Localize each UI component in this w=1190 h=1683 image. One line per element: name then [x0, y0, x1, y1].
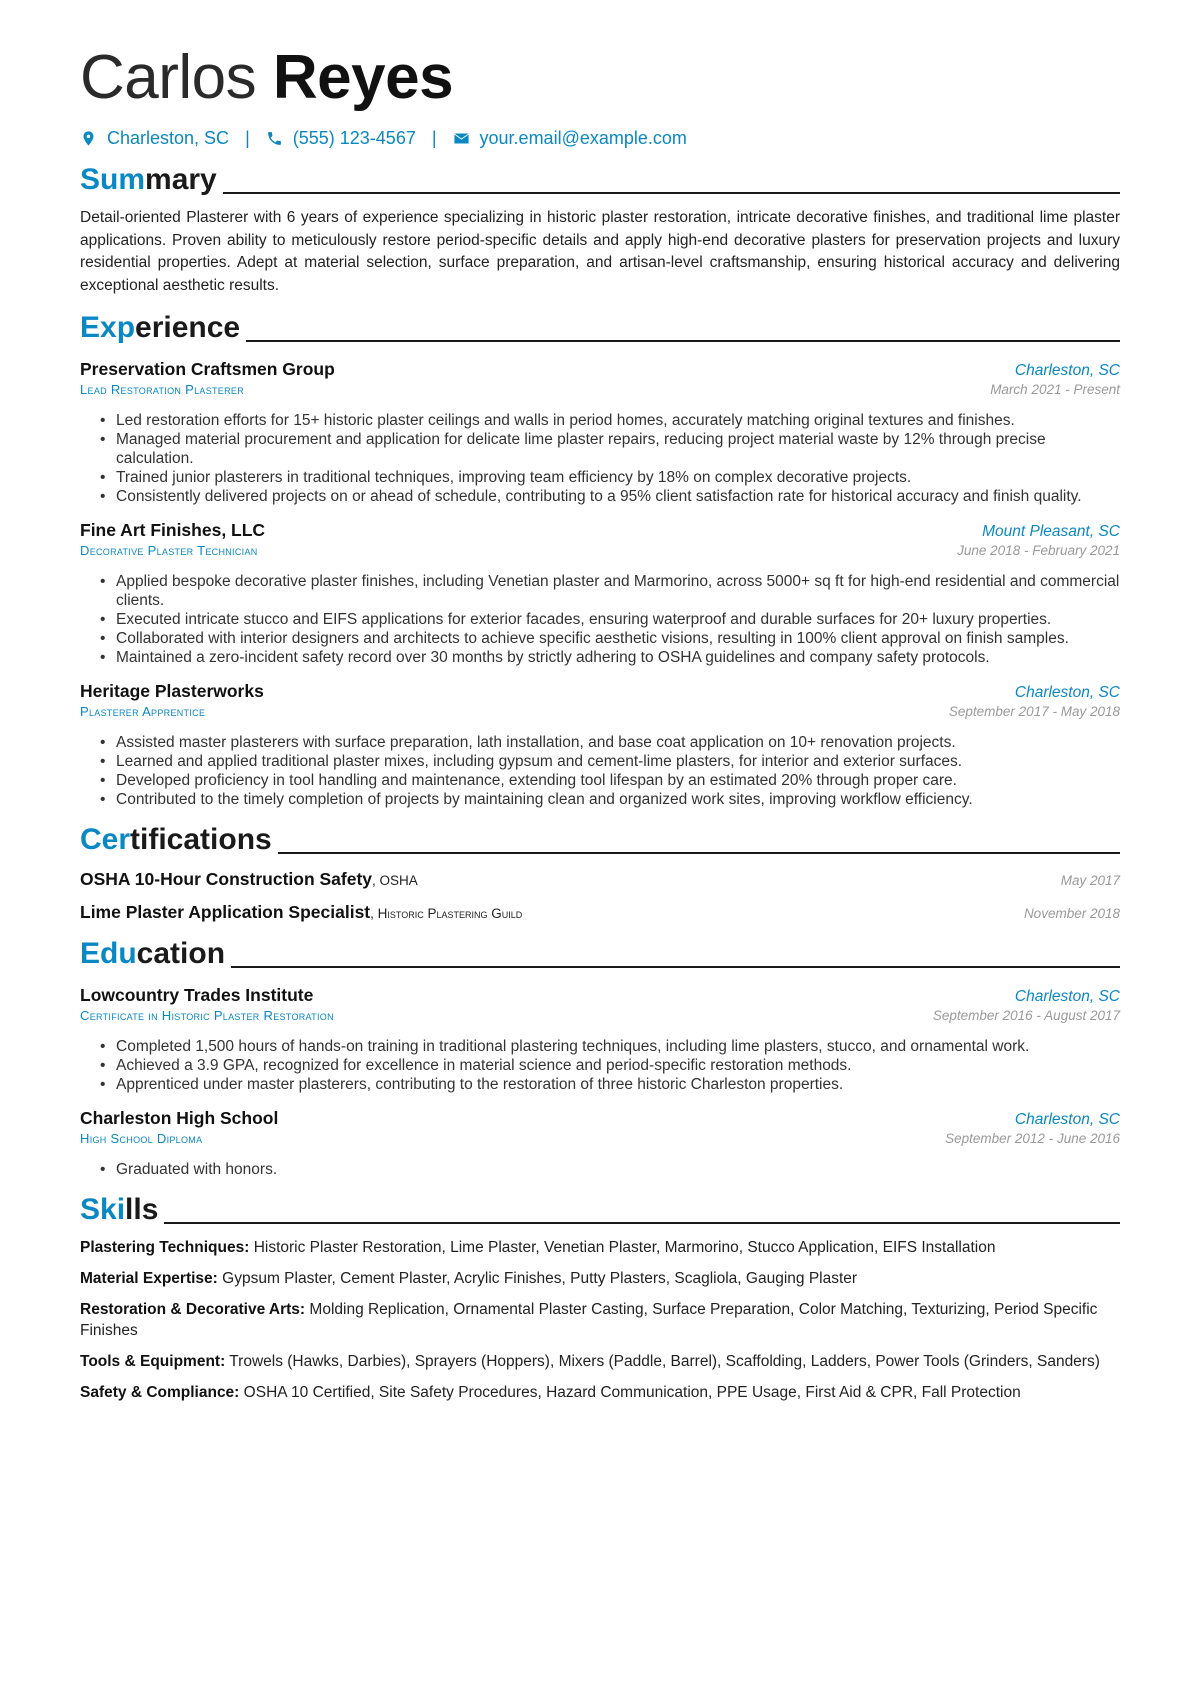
- location-text: Charleston, SC: [107, 128, 230, 148]
- skill-list: Molding Replication, Ornamental Plaster Casting, Surface Preparation, Color Matching, Texturizing, Period Specific Finishes: [80, 1301, 1098, 1339]
- education-entry: [80, 985, 1120, 1094]
- school-location: Charleston, SC: [1014, 988, 1120, 1005]
- certification-date: November 2018: [1023, 906, 1120, 921]
- degree-title: Certificate in Historic Plaster Restoration: [80, 1008, 334, 1023]
- last-name: Reyes: [272, 43, 454, 112]
- section-rule: [278, 852, 1120, 854]
- list-item: • Assisted master plasterers with surface preparation, lath installation, and base coat application on 10+ renovation projects.: [116, 733, 1120, 752]
- list-item: • Maintained a zero-incident safety record over 30 months by strictly adhering to OSHA guidelines and company safety protocols.: [116, 648, 1120, 667]
- employer-name: Heritage Plasterworks: [80, 681, 264, 701]
- employer-name: Fine Art Finishes, LLC: [80, 520, 266, 540]
- skill-list: Historic Plaster Restoration, Lime Plaster, Venetian Plaster, Marmorino, Stucco Application, EIFS Installation: [253, 1239, 996, 1256]
- job-dates: June 2018 - February 2021: [957, 543, 1120, 558]
- education-bullets: [80, 1037, 1120, 1094]
- job-bullets: [80, 411, 1120, 506]
- school-name: Lowcountry Trades Institute: [80, 985, 314, 1005]
- section-rule: [164, 1222, 1120, 1224]
- experience-entry: [80, 359, 1120, 506]
- section-title: Skills: [80, 1193, 159, 1226]
- certifications-section-header: [80, 823, 1120, 857]
- list-item: • Completed 1,500 hours of hands-on training in traditional plastering techniques, including lime plasters, stucco, and ornamental work.: [116, 1037, 1120, 1056]
- skill-category: Restoration & Decorative Arts:: [80, 1301, 306, 1318]
- certification-date: May 2017: [1060, 873, 1120, 888]
- education-entry: [80, 1108, 1120, 1179]
- section-rule: [246, 340, 1120, 342]
- skill-row: [80, 1268, 1120, 1289]
- list-item: • Consistently delivered projects on or ahead of schedule, contributing to a 95% client satisfaction rate for historical accuracy and finish quality.: [116, 487, 1120, 506]
- section-rule: [231, 966, 1120, 968]
- skill-category: Tools & Equipment:: [80, 1353, 226, 1370]
- list-item: • Applied bespoke decorative plaster finishes, including Venetian plaster and Marmorino, across 5000+ sq ft for high-end residential and commercial clients.: [116, 572, 1120, 610]
- contact-line: [80, 128, 1120, 149]
- job-dates: March 2021 - Present: [990, 382, 1120, 397]
- map-pin-icon: [80, 130, 97, 147]
- first-name: Carlos: [80, 43, 257, 112]
- contact-phone[interactable]: [266, 128, 416, 149]
- school-dates: September 2012 - June 2016: [945, 1131, 1120, 1146]
- list-item: • Learned and applied traditional plaster mixes, including gypsum and cement-lime plasters, for interior and exterior surfaces.: [116, 752, 1120, 771]
- job-title: Decorative Plaster Technician: [80, 543, 258, 558]
- email-text: your.email@example.com: [479, 128, 687, 148]
- employer-name: Preservation Craftsmen Group: [80, 359, 335, 379]
- candidate-name: [80, 40, 1120, 116]
- skill-row: [80, 1299, 1120, 1341]
- section-title: Experience: [80, 311, 241, 344]
- education-section-header: [80, 937, 1120, 971]
- contact-separator: |: [245, 128, 250, 148]
- skill-category: Material Expertise:: [80, 1270, 218, 1287]
- job-location: Charleston, SC: [1014, 362, 1120, 379]
- list-item: • Executed intricate stucco and EIFS applications for exterior facades, ensuring waterproof and durable surfaces for 20+ luxury properties.: [116, 610, 1120, 629]
- contact-email[interactable]: [453, 128, 687, 149]
- contact-separator: |: [431, 128, 437, 148]
- list-item: • Graduated with honors.: [116, 1160, 1120, 1179]
- contact-location: [80, 128, 229, 149]
- experience-section-header: [80, 311, 1120, 345]
- certification-item: Lime Plaster Application Specialist, Historic Plastering Guild November 2018: [80, 902, 1120, 922]
- job-location: Charleston, SC: [1014, 684, 1120, 701]
- list-item: • Apprenticed under master plasterers, contributing to the restoration of three historic Charleston properties.: [116, 1075, 1120, 1094]
- list-item: • Collaborated with interior designers and architects to achieve specific aesthetic visions, resulting in 100% client approval on finish samples.: [116, 629, 1120, 648]
- skill-list: Trowels (Hawks, Darbies), Sprayers (Hoppers), Mixers (Paddle, Barrel), Scaffolding, Ladders, Power Tools (Grinders, Sanders): [229, 1353, 1100, 1370]
- certification-issuer: OSHA: [379, 873, 418, 888]
- job-title: Lead Restoration Plasterer: [80, 382, 245, 397]
- experience-entry: [80, 681, 1120, 809]
- certification-name: Lime Plaster Application Specialist: [80, 902, 371, 922]
- experience-entry: [80, 520, 1120, 667]
- job-bullets: [80, 733, 1120, 809]
- school-name: Charleston High School: [80, 1108, 279, 1128]
- skill-row: [80, 1382, 1120, 1403]
- certification-issuer: Historic Plastering Guild: [377, 906, 523, 921]
- list-item: • Achieved a 3.9 GPA, recognized for excellence in material science and period-specific restoration methods.: [116, 1056, 1120, 1075]
- section-title: Summary: [80, 163, 217, 196]
- skill-row: [80, 1237, 1120, 1258]
- skill-list: OSHA 10 Certified, Site Safety Procedures, Hazard Communication, PPE Usage, First Aid & CPR, Fall Protection: [243, 1384, 1021, 1401]
- certification-item: OSHA 10-Hour Construction Safety, OSHA May 2017: [80, 869, 1120, 889]
- section-rule: [223, 192, 1120, 194]
- degree-title: High School Diploma: [80, 1131, 203, 1146]
- skill-row: [80, 1351, 1120, 1372]
- job-dates: September 2017 - May 2018: [948, 704, 1120, 719]
- list-item: • Contributed to the timely completion of projects by maintaining clean and organized work sites, improving workflow efficiency.: [116, 790, 1120, 809]
- section-title: Certifications: [80, 823, 272, 856]
- summary-section-header: [80, 163, 1120, 197]
- summary-text: Detail-oriented Plasterer with 6 years of experience specializing in historic plaster restoration, intricate decorative finishes, and traditional lime plaster applications. Proven ability to meticulously restore period-specific details and apply high-end decorative plasters for preservation projects and luxury residential properties. Adept at material selection, surface preparation, and artisan-level craftsmanship, ensuring historical accuracy and delivering exceptional aesthetic results.: [80, 209, 1120, 294]
- phone-icon: [266, 130, 283, 147]
- section-title: Education: [80, 937, 226, 970]
- list-item: • Trained junior plasterers in traditional techniques, improving team efficiency by 18% on complex decorative projects.: [116, 468, 1120, 487]
- education-bullets: [80, 1160, 1120, 1179]
- job-bullets: [80, 572, 1120, 667]
- certification-name: OSHA 10-Hour Construction Safety: [80, 869, 373, 889]
- list-item: • Developed proficiency in tool handling and maintenance, extending tool lifespan by an estimated 20% through proper care.: [116, 771, 1120, 790]
- envelope-icon: [453, 130, 470, 147]
- resume-page: [80, 0, 1120, 1403]
- job-location: Mount Pleasant, SC: [982, 523, 1120, 540]
- job-title: Plasterer Apprentice: [80, 704, 206, 719]
- skills-section-header: [80, 1193, 1120, 1227]
- list-item: • Managed material procurement and application for delicate lime plaster repairs, reducing project material waste by 12% through precise calculation.: [116, 430, 1120, 468]
- list-item: • Led restoration efforts for 15+ historic plaster ceilings and walls in period homes, accurately matching original textures and finishes.: [116, 411, 1120, 430]
- skill-list: Gypsum Plaster, Cement Plaster, Acrylic Finishes, Putty Plasters, Scagliola, Gauging Plaster: [222, 1270, 858, 1287]
- school-dates: September 2016 - August 2017: [932, 1008, 1120, 1023]
- phone-text: (555) 123-4567: [292, 128, 416, 148]
- skill-category: Plastering Techniques:: [80, 1239, 250, 1256]
- skill-category: Safety & Compliance:: [80, 1384, 240, 1401]
- school-location: Charleston, SC: [1014, 1111, 1120, 1128]
